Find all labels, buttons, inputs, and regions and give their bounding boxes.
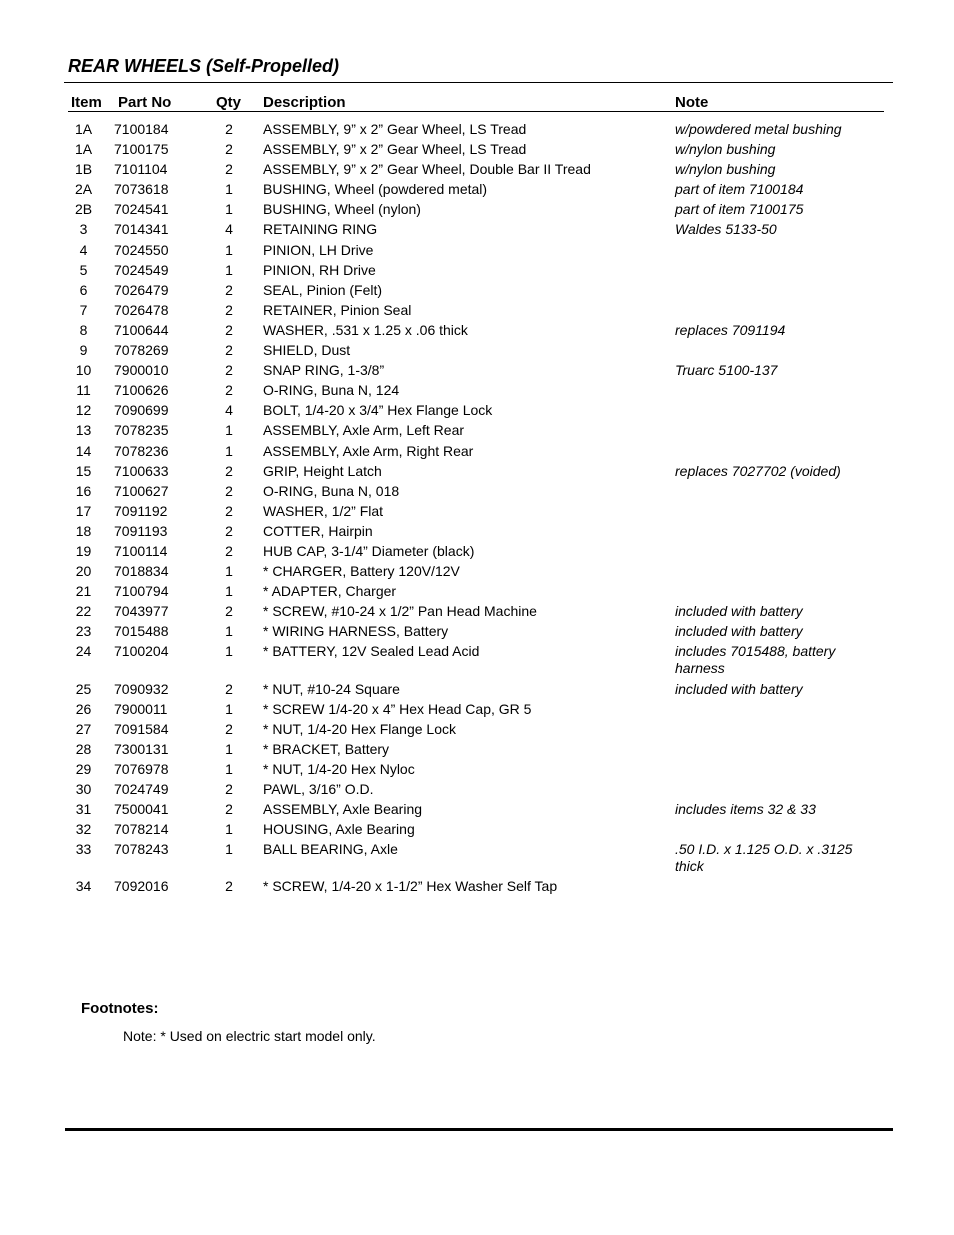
row-description: GRIP, Height Latch	[263, 462, 382, 479]
row-note: part of item 7100184	[675, 181, 804, 198]
row-description: * BRACKET, Battery	[263, 740, 390, 757]
header-divider	[68, 111, 884, 112]
row-note: replaces 7091194	[675, 321, 786, 338]
row-part-number: 7073618	[114, 181, 169, 198]
row-item: 6	[79, 281, 88, 298]
row-qty: 2	[225, 382, 233, 399]
row-part-number: 7900010	[114, 362, 169, 379]
row-item: 2A	[74, 181, 93, 198]
row-part-number: 7100184	[114, 121, 169, 137]
row-description: SEAL, Pinion (Felt)	[263, 281, 383, 298]
row-item: 32	[75, 821, 92, 838]
row-item: 9	[79, 342, 88, 359]
table-row	[0, 761, 954, 778]
row-description: COTTER, Hairpin	[263, 522, 373, 539]
row-item: 24	[75, 643, 92, 660]
row-description: * SCREW, 1/4-20 x 1-1/2” Hex Washer Self Tap	[263, 878, 558, 895]
row-item: 3	[79, 221, 88, 238]
table-row	[0, 161, 954, 178]
table-row	[0, 503, 954, 520]
row-note: replaces 7027702 (voided)	[675, 462, 841, 479]
table-row	[0, 801, 954, 818]
row-part-number: 7024549	[114, 261, 169, 278]
row-part-number: 7100627	[114, 482, 169, 499]
row-description: O-RING, Buna N, 018	[263, 482, 400, 499]
row-part-number: 7091193	[114, 522, 168, 539]
table-row	[0, 302, 954, 319]
row-qty: 4	[225, 221, 233, 238]
table-row	[0, 342, 954, 359]
row-qty: 2	[225, 502, 233, 519]
row-item: 30	[75, 781, 92, 797]
row-qty: 1	[225, 623, 233, 640]
row-qty: 2	[225, 342, 233, 359]
row-part-number: 7092016	[114, 878, 169, 895]
row-description: * BATTERY, 12V Sealed Lead Acid	[263, 643, 480, 660]
table-row	[0, 643, 954, 677]
title-divider	[64, 82, 893, 83]
row-qty: 1	[225, 700, 233, 717]
table-row	[0, 603, 954, 620]
row-qty: 1	[225, 841, 233, 858]
row-description: PINION, LH Drive	[263, 241, 374, 258]
row-item: 21	[75, 583, 92, 600]
row-part-number: 7024749	[114, 781, 169, 797]
row-description: O-RING, Buna N, 124	[263, 382, 400, 399]
row-part-number: 7078243	[114, 841, 169, 858]
table-row	[0, 681, 954, 698]
row-description: * NUT, #10-24 Square	[263, 680, 400, 697]
table-row	[0, 543, 954, 560]
row-description: BUSHING, Wheel (powdered metal)	[263, 181, 488, 198]
row-part-number: 7100794	[114, 583, 169, 600]
row-item: 7	[79, 301, 88, 318]
table-row	[0, 523, 954, 540]
table-row	[0, 181, 954, 198]
row-note: includes items 32 & 33	[675, 801, 816, 818]
row-item: 23	[75, 623, 92, 640]
column-header-part-no: Part No	[118, 94, 172, 111]
row-description: * SCREW 1/4-20 x 4” Hex Head Cap, GR 5	[263, 700, 532, 717]
row-item: 10	[75, 362, 92, 379]
row-item: 16	[75, 482, 92, 499]
row-qty: 2	[225, 301, 233, 318]
row-part-number: 7090699	[114, 402, 169, 419]
row-item: 19	[75, 542, 92, 559]
row-description: RETAINING RING	[263, 221, 378, 238]
table-row	[0, 701, 954, 718]
row-item: 27	[75, 720, 92, 737]
row-note: included with battery	[675, 680, 803, 697]
row-description: BOLT, 1/4-20 x 3/4” Hex Flange Lock	[263, 402, 493, 419]
row-part-number: 7101104	[114, 161, 168, 178]
column-header-qty: Qty	[216, 94, 242, 111]
row-description: HUB CAP, 3-1/4” Diameter (black)	[263, 542, 475, 559]
table-row	[0, 242, 954, 259]
row-part-number: 7090932	[114, 680, 169, 697]
table-row	[0, 741, 954, 758]
bottom-divider	[65, 1128, 893, 1131]
row-qty: 1	[225, 442, 233, 459]
footnote-text: Note: * Used on electric start model only.	[123, 1028, 376, 1044]
row-item: 17	[75, 502, 92, 519]
table-row	[0, 121, 954, 138]
table-row	[0, 721, 954, 738]
row-qty: 4	[225, 402, 233, 419]
row-part-number: 7078269	[114, 342, 169, 359]
row-note: w/nylon bushing	[675, 141, 776, 158]
row-item: 34	[75, 878, 92, 895]
row-qty: 2	[225, 781, 233, 797]
row-note: .50 I.D. x 1.125 O.D. x .3125 thick	[675, 841, 853, 875]
row-item: 13	[75, 422, 92, 439]
row-qty: 1	[225, 821, 233, 838]
row-part-number: 7018834	[114, 563, 169, 580]
row-part-number: 7078214	[114, 821, 169, 838]
row-note: included with battery	[675, 603, 803, 620]
row-item: 2B	[74, 201, 93, 218]
row-description: * WIRING HARNESS, Battery	[263, 623, 449, 640]
row-part-number: 7500041	[114, 801, 169, 818]
row-item: 1A	[74, 141, 93, 158]
table-row	[0, 841, 954, 875]
row-item: 22	[75, 603, 92, 620]
column-header-description: Description	[263, 94, 346, 111]
row-qty: 2	[225, 121, 233, 137]
table-row	[0, 382, 954, 399]
row-part-number: 7024550	[114, 241, 169, 258]
row-qty: 2	[225, 161, 233, 178]
row-item: 15	[75, 462, 92, 479]
row-part-number: 7100644	[114, 321, 169, 338]
row-description: RETAINER, Pinion Seal	[263, 301, 412, 318]
row-description: ASSEMBLY, 9” x 2” Gear Wheel, LS Tread	[263, 121, 527, 137]
row-qty: 2	[225, 522, 233, 539]
table-row	[0, 623, 954, 640]
row-description: * NUT, 1/4-20 Hex Nyloc	[263, 760, 415, 777]
row-description: * ADAPTER, Charger	[263, 583, 397, 600]
row-item: 12	[75, 402, 92, 419]
table-row	[0, 362, 954, 379]
row-item: 25	[75, 680, 92, 697]
row-note: included with battery	[675, 623, 803, 640]
row-qty: 2	[225, 462, 233, 479]
row-description: PAWL, 3/16” O.D.	[263, 781, 374, 797]
row-qty: 1	[225, 760, 233, 777]
row-description: ASSEMBLY, Axle Arm, Left Rear	[263, 422, 465, 439]
row-qty: 1	[225, 181, 233, 198]
table-row	[0, 463, 954, 480]
row-item: 4	[79, 241, 88, 258]
row-part-number: 7024541	[114, 201, 169, 218]
table-row	[0, 282, 954, 299]
table-row	[0, 563, 954, 580]
row-part-number: 7091584	[114, 720, 169, 737]
row-item: 33	[75, 841, 92, 858]
row-part-number: 7100626	[114, 382, 169, 399]
row-item: 11	[76, 382, 91, 399]
row-qty: 2	[225, 542, 233, 559]
table-row	[0, 141, 954, 158]
row-part-number: 7026479	[114, 281, 169, 298]
table-row	[0, 483, 954, 500]
row-description: BUSHING, Wheel (nylon)	[263, 201, 421, 218]
row-part-number: 7100114	[114, 542, 168, 559]
row-part-number: 7015488	[114, 623, 169, 640]
row-item: 5	[79, 261, 88, 278]
row-note: includes 7015488, battery harness	[675, 643, 836, 677]
row-qty: 2	[225, 680, 233, 697]
row-description: WASHER, 1/2” Flat	[263, 502, 384, 519]
footnotes-heading: Footnotes:	[81, 1000, 159, 1017]
row-description: WASHER, .531 x 1.25 x .06 thick	[263, 321, 468, 338]
row-item: 28	[75, 740, 92, 757]
row-qty: 2	[225, 720, 233, 737]
parts-table	[0, 121, 954, 898]
row-part-number: 7014341	[114, 221, 169, 238]
row-qty: 2	[225, 362, 233, 379]
row-description: * NUT, 1/4-20 Hex Flange Lock	[263, 720, 456, 737]
row-qty: 2	[225, 482, 233, 499]
table-row	[0, 443, 954, 460]
row-note: Waldes 5133-50	[675, 221, 777, 238]
row-description: ASSEMBLY, Axle Bearing	[263, 801, 423, 818]
row-qty: 2	[225, 141, 233, 158]
row-description: BALL BEARING, Axle	[263, 841, 398, 858]
row-item: 1A	[74, 121, 93, 137]
row-item: 20	[75, 563, 92, 580]
row-part-number: 7300131	[114, 740, 169, 757]
table-row	[0, 821, 954, 838]
table-row	[0, 422, 954, 439]
row-qty: 2	[225, 281, 233, 298]
table-row	[0, 781, 954, 798]
column-header-item: Item	[71, 94, 102, 111]
row-qty: 1	[225, 422, 233, 439]
row-part-number: 7091192	[114, 502, 168, 519]
row-qty: 2	[225, 878, 233, 895]
row-note: Truarc 5100-137	[675, 362, 778, 379]
table-row	[0, 221, 954, 238]
row-description: HOUSING, Axle Bearing	[263, 821, 415, 838]
row-item: 8	[79, 321, 88, 338]
row-item: 29	[75, 760, 92, 777]
row-qty: 1	[225, 740, 233, 757]
row-part-number: 7900011	[114, 700, 168, 717]
row-note: part of item 7100175	[675, 201, 804, 218]
row-qty: 1	[225, 241, 233, 258]
row-qty: 1	[225, 643, 233, 660]
row-description: ASSEMBLY, Axle Arm, Right Rear	[263, 442, 474, 459]
row-part-number: 7026478	[114, 301, 169, 318]
row-description: SNAP RING, 1-3/8”	[263, 362, 385, 379]
row-item: 1B	[74, 161, 93, 178]
row-qty: 1	[225, 201, 233, 218]
row-part-number: 7100175	[114, 141, 169, 158]
row-note: w/powdered metal bushing	[675, 121, 842, 137]
row-description: PINION, RH Drive	[263, 261, 376, 278]
column-header-note: Note	[675, 94, 709, 111]
table-row	[0, 201, 954, 218]
table-row	[0, 583, 954, 600]
row-description: ASSEMBLY, 9” x 2” Gear Wheel, LS Tread	[263, 141, 527, 158]
row-qty: 2	[225, 321, 233, 338]
row-note: w/nylon bushing	[675, 161, 776, 178]
row-part-number: 7043977	[114, 603, 169, 620]
row-part-number: 7100204	[114, 643, 169, 660]
row-description: * CHARGER, Battery 120V/12V	[263, 563, 460, 580]
row-item: 31	[75, 801, 92, 818]
page-title: REAR WHEELS (Self-Propelled)	[68, 56, 340, 76]
row-qty: 2	[225, 603, 233, 620]
row-description: SHIELD, Dust	[263, 342, 351, 359]
table-row	[0, 402, 954, 419]
row-qty: 1	[225, 261, 233, 278]
row-item: 26	[75, 700, 92, 717]
row-qty: 2	[225, 801, 233, 818]
table-row	[0, 878, 954, 895]
row-part-number: 7076978	[114, 760, 169, 777]
row-qty: 1	[225, 563, 233, 580]
table-row	[0, 262, 954, 279]
row-qty: 1	[225, 583, 233, 600]
row-part-number: 7078236	[114, 442, 169, 459]
table-row	[0, 322, 954, 339]
row-part-number: 7078235	[114, 422, 169, 439]
row-description: * SCREW, #10-24 x 1/2” Pan Head Machine	[263, 603, 537, 620]
row-item: 18	[75, 522, 92, 539]
row-item: 14	[75, 442, 92, 459]
row-part-number: 7100633	[114, 462, 169, 479]
row-description: ASSEMBLY, 9” x 2” Gear Wheel, Double Bar II Tread	[263, 161, 591, 178]
